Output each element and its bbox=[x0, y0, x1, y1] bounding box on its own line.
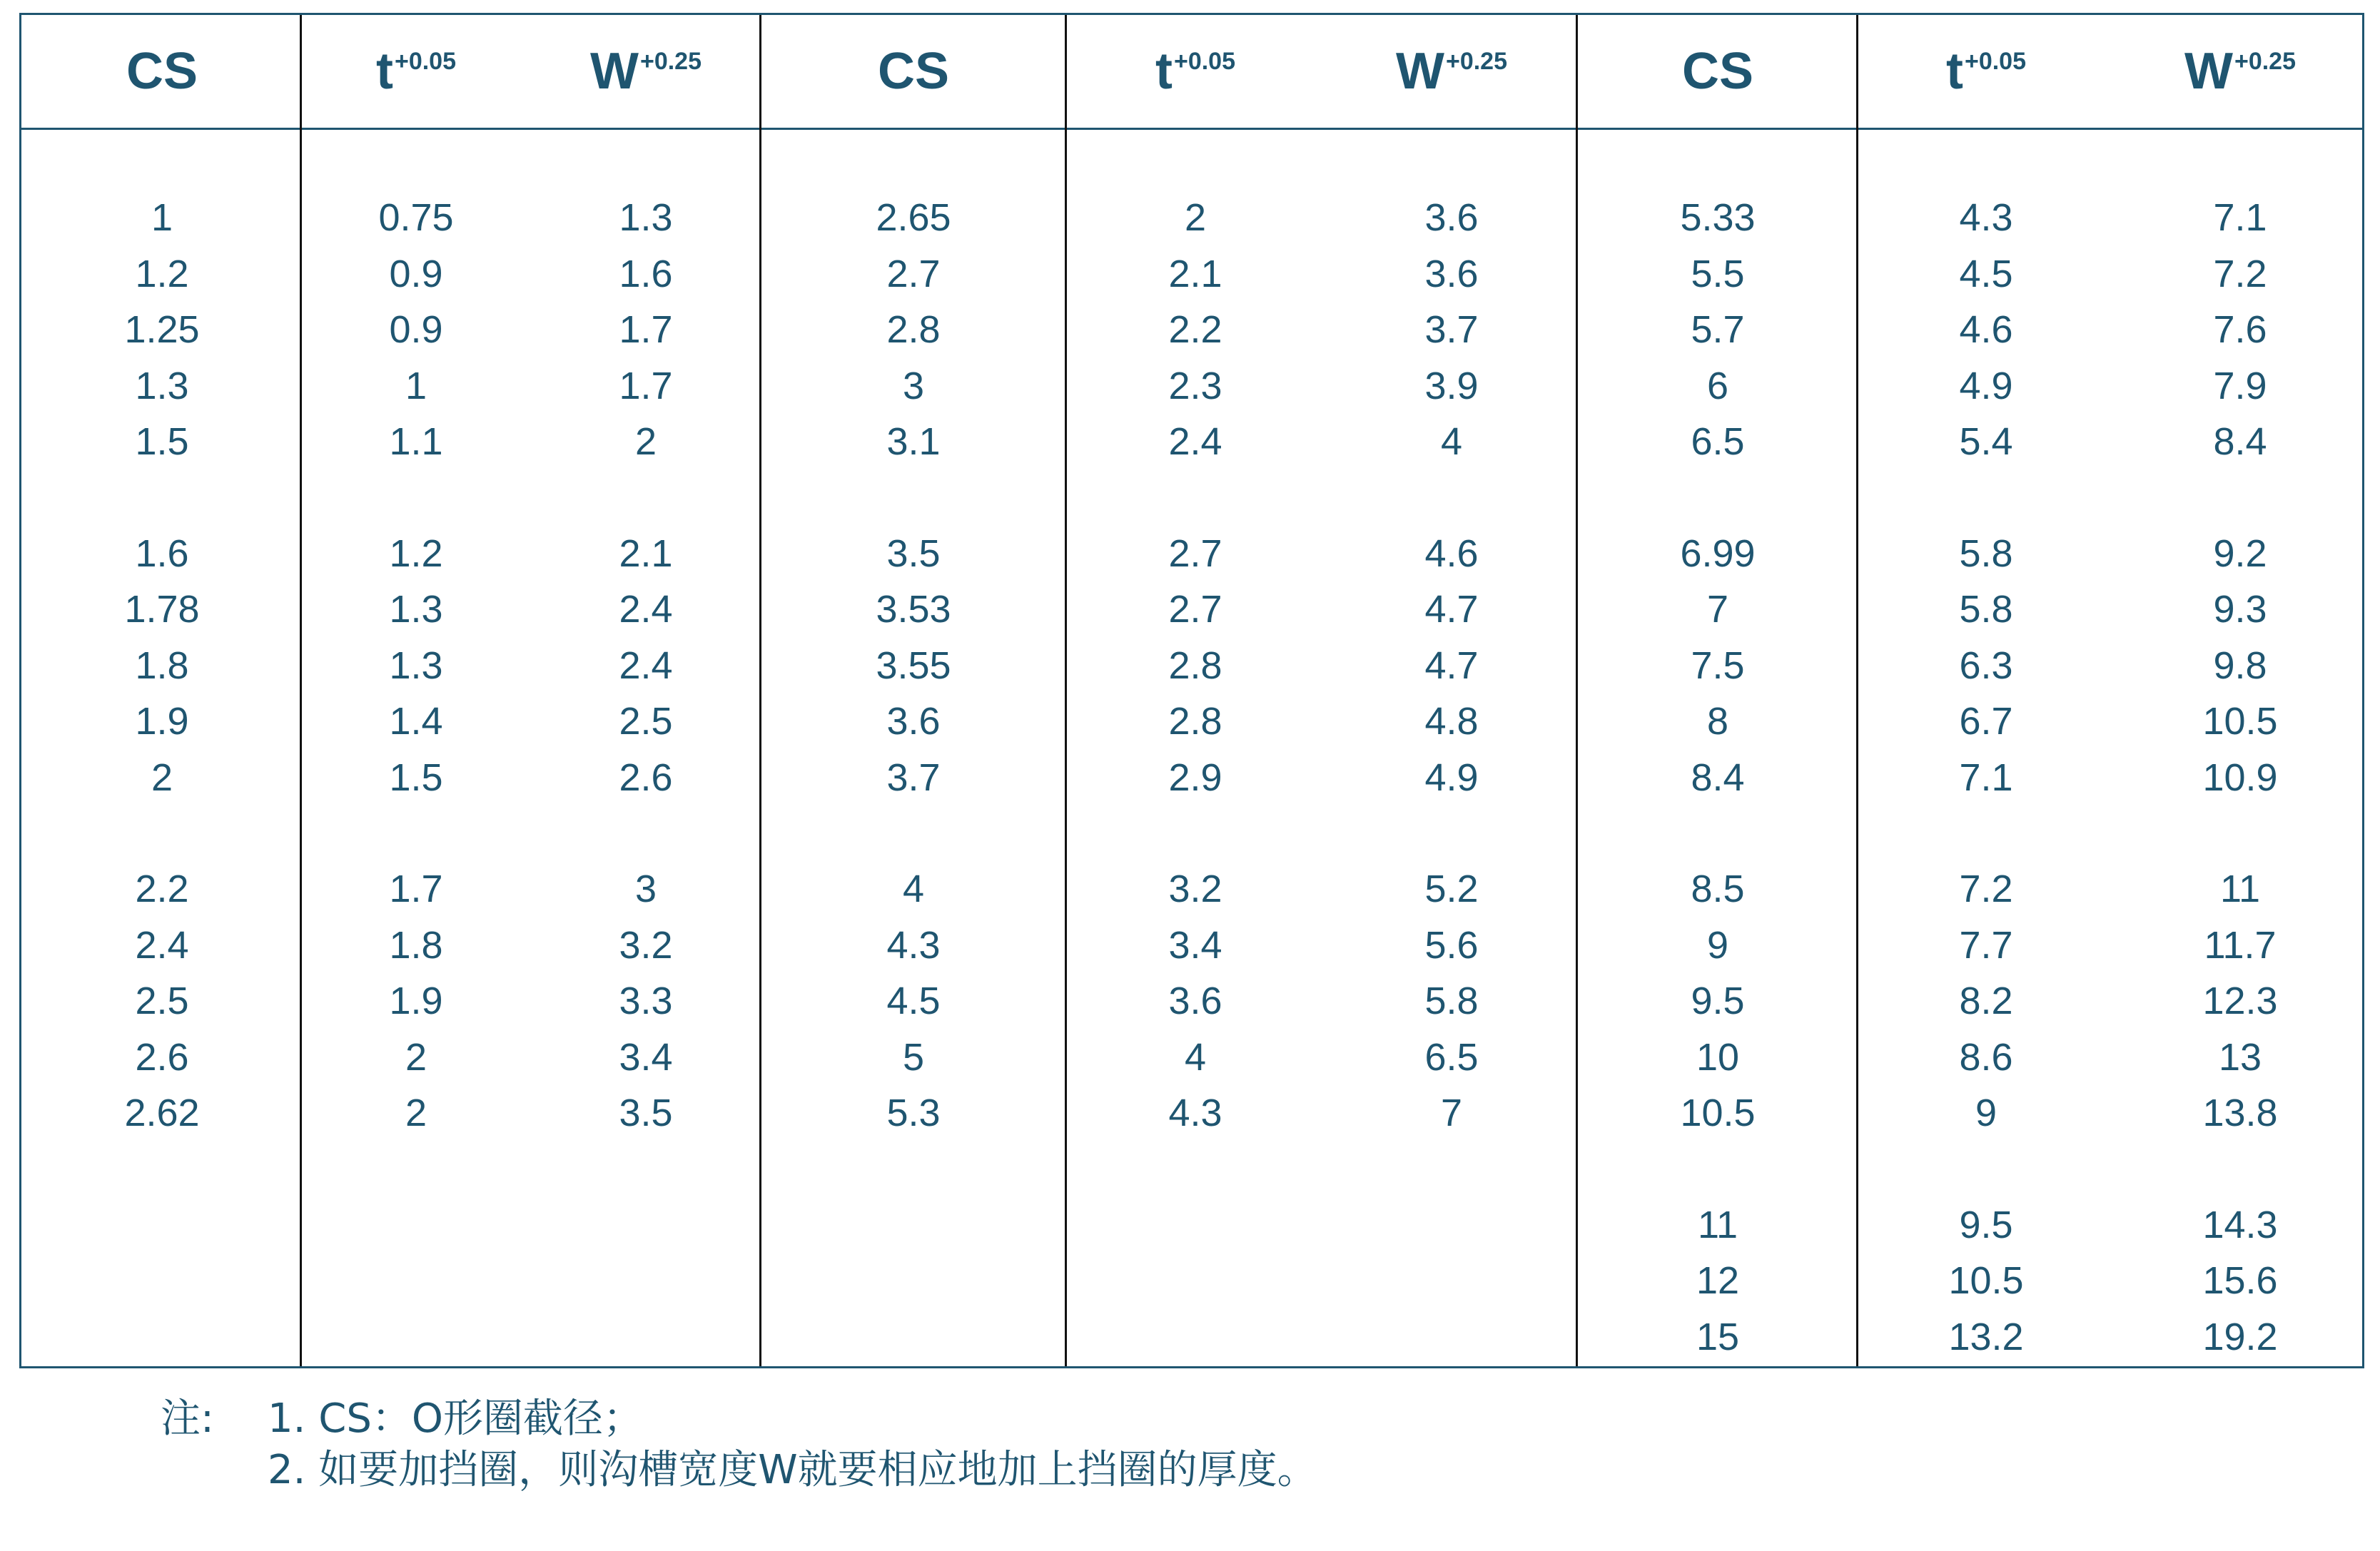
table-cell: 5.2 bbox=[1424, 868, 1479, 910]
table-cell: 4.9 bbox=[1424, 756, 1479, 799]
table-cell: 0.75 bbox=[378, 196, 454, 239]
table-cell: 11 bbox=[2219, 868, 2261, 910]
table-cell: 2.3 bbox=[1168, 364, 1222, 407]
table-cell: 13.2 bbox=[1948, 1315, 2024, 1358]
table-cell: 5.7 bbox=[1691, 308, 1745, 351]
table-cell: 4 bbox=[1440, 420, 1463, 463]
table-cell: 7.2 bbox=[1959, 868, 2013, 910]
table-cell: 3.6 bbox=[886, 700, 941, 743]
table-cell: 3.1 bbox=[886, 420, 941, 463]
header-tolerance: +0.25 bbox=[2234, 48, 2296, 75]
table-cell: 5.8 bbox=[1959, 588, 2013, 631]
table-cell: 1.8 bbox=[389, 923, 443, 967]
table-cell: 14.3 bbox=[2202, 1203, 2278, 1246]
note-line-2: 2. 如要加挡圈，则沟槽宽度W就要相应地加上挡圈的厚度。 bbox=[268, 1447, 1317, 1493]
table-cell: 6 bbox=[1706, 364, 1729, 407]
table-cell: 7 bbox=[1706, 588, 1729, 631]
table-cell: 1.5 bbox=[389, 756, 443, 799]
table-cell: 2.8 bbox=[1168, 644, 1222, 687]
table-cell: 1.2 bbox=[135, 252, 189, 295]
table-cell: 7.2 bbox=[2213, 252, 2267, 295]
table-cell: 1.7 bbox=[389, 868, 443, 910]
notes-label: 注: bbox=[161, 1395, 214, 1442]
table-cell: 4.7 bbox=[1424, 588, 1479, 631]
table-cell: 9.8 bbox=[2213, 644, 2267, 687]
table-cell: 7.9 bbox=[2213, 364, 2267, 407]
table-cell: 3.4 bbox=[1168, 923, 1222, 967]
table-cell: 8.5 bbox=[1691, 868, 1745, 910]
table-cell: 2.5 bbox=[619, 700, 673, 743]
table-cell: 7.1 bbox=[1959, 756, 2013, 799]
table-cell: 5.4 bbox=[1959, 420, 2013, 463]
table-cell: 4.5 bbox=[1959, 252, 2013, 295]
table-cell: 2.1 bbox=[619, 532, 673, 575]
table-cell: 7.1 bbox=[2213, 196, 2267, 239]
table-cell: 10.5 bbox=[1680, 1092, 1756, 1134]
table-cell: 1.3 bbox=[619, 196, 673, 239]
table-cell: 1.78 bbox=[124, 588, 200, 631]
column-divider bbox=[759, 15, 761, 1366]
table-cell: 2.7 bbox=[1168, 532, 1222, 575]
table-cell: 2.9 bbox=[1168, 756, 1222, 799]
o-ring-groove-table bbox=[19, 13, 2364, 1368]
column-header bbox=[1359, 43, 1544, 100]
table-cell: 9.5 bbox=[1691, 980, 1745, 1022]
table-cell: 1 bbox=[151, 196, 173, 239]
table-cell: 4.7 bbox=[1424, 644, 1479, 687]
table-cell: 2.2 bbox=[1168, 308, 1222, 351]
column-header bbox=[323, 43, 509, 100]
table-cell: 2 bbox=[151, 756, 173, 799]
table-cell: 2.4 bbox=[619, 588, 673, 631]
table-cell: 2.62 bbox=[124, 1092, 200, 1134]
table-cell: 3.6 bbox=[1424, 252, 1479, 295]
table-cell: 2.8 bbox=[886, 308, 941, 351]
column-divider bbox=[1856, 15, 1858, 1366]
table-cell: 10 bbox=[1696, 1035, 1740, 1079]
header-symbol: CS bbox=[1681, 43, 1754, 100]
table-cell: 6.99 bbox=[1680, 532, 1756, 575]
header-symbol: t bbox=[1945, 43, 1963, 100]
table-cell: 8.6 bbox=[1959, 1035, 2013, 1079]
table-cell: 1.25 bbox=[124, 308, 200, 351]
table-cell: 3.2 bbox=[1168, 868, 1222, 910]
header-symbol: W bbox=[2184, 43, 2233, 100]
table-cell: 6.7 bbox=[1959, 700, 2013, 743]
table-cell: 13.8 bbox=[2202, 1092, 2278, 1134]
table-cell: 2.4 bbox=[135, 923, 189, 967]
table-cell: 4.9 bbox=[1959, 364, 2013, 407]
table-cell: 4.6 bbox=[1959, 308, 2013, 351]
header-symbol: CS bbox=[126, 43, 198, 100]
table-cell: 15 bbox=[1696, 1315, 1740, 1358]
table-cell: 3.55 bbox=[876, 644, 951, 687]
table-cell: 15.6 bbox=[2202, 1259, 2278, 1302]
table-cell: 1.3 bbox=[389, 588, 443, 631]
table-cell: 4 bbox=[902, 868, 925, 910]
table-cell: 6.5 bbox=[1424, 1035, 1479, 1079]
column-header bbox=[1625, 43, 1811, 100]
table-cell: 2.7 bbox=[886, 252, 941, 295]
table-cell: 7.7 bbox=[1959, 923, 2013, 967]
table-cell: 1.1 bbox=[389, 420, 443, 463]
table-cell: 3 bbox=[634, 868, 657, 910]
table-cell: 3.6 bbox=[1168, 980, 1222, 1022]
header-symbol: W bbox=[590, 43, 639, 100]
table-cell: 5 bbox=[902, 1035, 925, 1079]
table-cell: 3.3 bbox=[619, 980, 673, 1022]
table-cell: 5.5 bbox=[1691, 252, 1745, 295]
table-cell: 2 bbox=[1184, 196, 1207, 239]
table-cell: 3.6 bbox=[1424, 196, 1479, 239]
column-header bbox=[553, 43, 739, 100]
table-cell: 1.7 bbox=[619, 364, 673, 407]
table-cell: 3.7 bbox=[1424, 308, 1479, 351]
table-cell: 13 bbox=[2218, 1035, 2262, 1079]
table-cell: 2.1 bbox=[1168, 252, 1222, 295]
table-cell: 1.3 bbox=[389, 644, 443, 687]
header-symbol: t bbox=[375, 43, 393, 100]
table-cell: 4.5 bbox=[886, 980, 941, 1022]
column-header bbox=[1103, 43, 1288, 100]
table-cell: 19.2 bbox=[2202, 1315, 2278, 1358]
header-tolerance: +0.05 bbox=[394, 48, 456, 75]
table-cell: 4.3 bbox=[1959, 196, 2013, 239]
table-cell: 3.2 bbox=[619, 923, 673, 967]
column-header bbox=[1893, 43, 2079, 100]
header-tolerance: +0.25 bbox=[639, 48, 702, 75]
table-cell: 9 bbox=[1706, 923, 1729, 967]
table-cell: 5.8 bbox=[1424, 980, 1479, 1022]
table-cell: 6.3 bbox=[1959, 644, 2013, 687]
table-cell: 3.5 bbox=[886, 532, 941, 575]
table-cell: 3.5 bbox=[619, 1092, 673, 1134]
table-cell: 1.9 bbox=[389, 980, 443, 1022]
table-cell: 1.4 bbox=[389, 700, 443, 743]
table-cell: 1.7 bbox=[619, 308, 673, 351]
table-cell: 2.6 bbox=[619, 756, 673, 799]
table-cell: 1.6 bbox=[619, 252, 673, 295]
header-divider bbox=[21, 128, 2362, 130]
table-cell: 9.5 bbox=[1959, 1203, 2013, 1246]
column-divider bbox=[1576, 15, 1578, 1366]
header-symbol: CS bbox=[877, 43, 950, 100]
table-cell: 1.2 bbox=[389, 532, 443, 575]
header-tolerance: +0.25 bbox=[1445, 48, 1507, 75]
table-cell: 6.5 bbox=[1691, 420, 1745, 463]
table-cell: 2.6 bbox=[135, 1035, 189, 1079]
table-cell: 8.2 bbox=[1959, 980, 2013, 1022]
table-cell: 11.7 bbox=[2204, 923, 2277, 967]
table-cell: 2.7 bbox=[1168, 588, 1222, 631]
table-cell: 2 bbox=[405, 1035, 427, 1079]
table-cell: 1.3 bbox=[135, 364, 189, 407]
table-cell: 9 bbox=[1975, 1092, 1997, 1134]
table-cell: 8.4 bbox=[1691, 756, 1745, 799]
table-cell: 2.5 bbox=[135, 980, 189, 1022]
table-cell: 3 bbox=[902, 364, 925, 407]
table-cell: 2 bbox=[634, 420, 657, 463]
column-header bbox=[69, 43, 255, 100]
table-cell: 5.33 bbox=[1680, 196, 1756, 239]
header-tolerance: +0.05 bbox=[1173, 48, 1235, 75]
table-cell: 1.9 bbox=[135, 700, 189, 743]
column-header bbox=[821, 43, 1006, 100]
table-cell: 4.3 bbox=[886, 923, 941, 967]
column-header bbox=[2147, 43, 2333, 100]
table-cell: 10.9 bbox=[2202, 756, 2278, 799]
table-cell: 1.8 bbox=[135, 644, 189, 687]
table-cell: 1 bbox=[405, 364, 427, 407]
table-cell: 0.9 bbox=[389, 308, 443, 351]
table-cell: 9.2 bbox=[2213, 532, 2267, 575]
table-cell: 7.5 bbox=[1691, 644, 1745, 687]
table-cell: 9.3 bbox=[2213, 588, 2267, 631]
table-cell: 2.2 bbox=[135, 868, 189, 910]
note-line-1: 1. CS：O形圈截径； bbox=[268, 1395, 643, 1442]
table-cell: 5.3 bbox=[886, 1092, 941, 1134]
table-cell: 3.9 bbox=[1424, 364, 1479, 407]
table-cell: 8 bbox=[1706, 700, 1729, 743]
table-cell: 4 bbox=[1184, 1035, 1207, 1079]
table-cell: 12 bbox=[1696, 1259, 1740, 1302]
table-cell: 5.6 bbox=[1424, 923, 1479, 967]
table-cell: 12.3 bbox=[2202, 980, 2278, 1022]
table-cell: 10.5 bbox=[1948, 1259, 2024, 1302]
table-cell: 5.8 bbox=[1959, 532, 2013, 575]
table-cell: 1.5 bbox=[135, 420, 189, 463]
table-cell: 1.6 bbox=[135, 532, 189, 575]
table-cell: 7.6 bbox=[2213, 308, 2267, 351]
table-cell: 3.4 bbox=[619, 1035, 673, 1079]
table-cell: 7 bbox=[1440, 1092, 1463, 1134]
table-cell: 2 bbox=[405, 1092, 427, 1134]
table-cell: 0.9 bbox=[389, 252, 443, 295]
table-cell: 4.3 bbox=[1168, 1092, 1222, 1134]
table-cell: 2.8 bbox=[1168, 700, 1222, 743]
table-cell: 4.8 bbox=[1424, 700, 1479, 743]
table-cell: 2.4 bbox=[1168, 420, 1222, 463]
header-tolerance: +0.05 bbox=[1964, 48, 2026, 75]
header-symbol: W bbox=[1396, 43, 1444, 100]
table-cell: 11 bbox=[1697, 1203, 1738, 1246]
table-cell: 3.53 bbox=[876, 588, 951, 631]
table-cell: 8.4 bbox=[2213, 420, 2267, 463]
table-cell: 2.65 bbox=[876, 196, 951, 239]
header-symbol: t bbox=[1155, 43, 1173, 100]
table-cell: 3.7 bbox=[886, 756, 941, 799]
column-divider bbox=[300, 15, 302, 1366]
table-cell: 4.6 bbox=[1424, 532, 1479, 575]
table-cell: 10.5 bbox=[2202, 700, 2278, 743]
column-divider bbox=[1065, 15, 1067, 1366]
table-cell: 2.4 bbox=[619, 644, 673, 687]
